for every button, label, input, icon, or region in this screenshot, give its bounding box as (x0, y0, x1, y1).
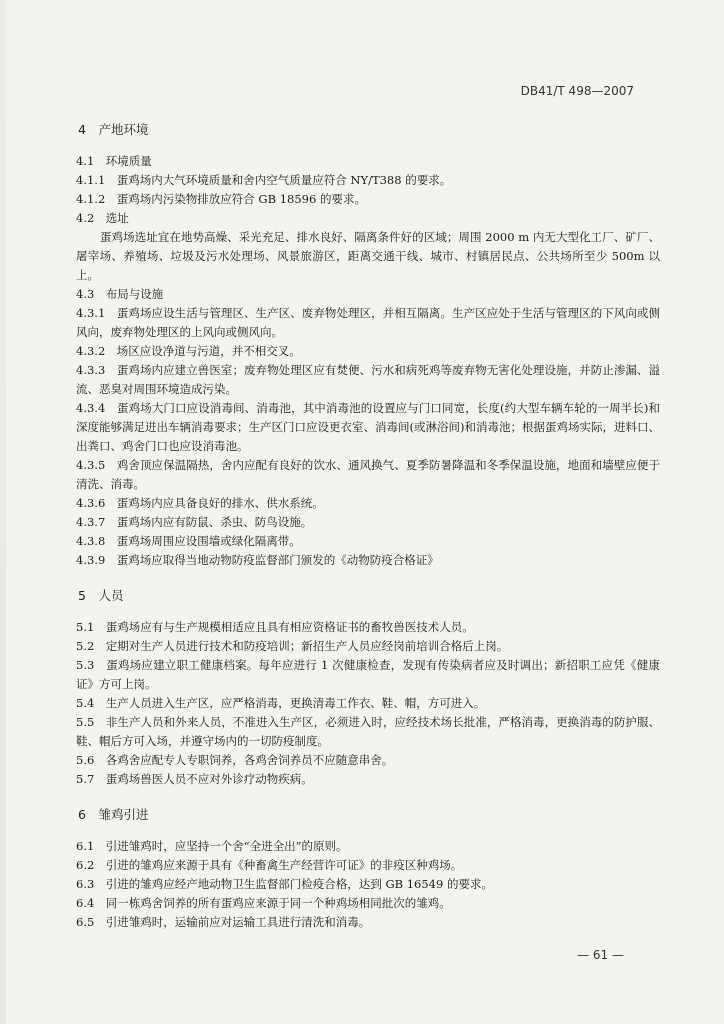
doc-number: DB41/T 498—2007 (520, 84, 634, 98)
paragraph: 6.3 引进的雏鸡应经产地动物卫生监督部门检疫合格，达到 GB 16549 的要求。 (76, 877, 493, 891)
paragraph: 4.3.2 场区应设净道与污道，并不相交叉。 (76, 344, 301, 358)
paragraph: 蛋鸡场选址宜在地势高燥、采光充足、排水良好、隔离条件好的区域；周围 2000 m 内无大型化工厂、矿厂、屠宰场、养殖场、垃圾及污水处理场、风景旅游区，距离交通干线、城市、村镇居民点、公共场所至少 500m 以上。 (76, 230, 660, 282)
paragraph: 4.1 环境质量 (76, 154, 152, 168)
paragraph: 6.5 引进雏鸡时，运输前应对运输工具进行清洗和消毒。 (76, 915, 371, 929)
paragraph: 5.6 各鸡舍应配专人专职饲养，各鸡舍饲养员不应随意串舍。 (76, 753, 394, 767)
paragraph: 4.3.6 蛋鸡场内应具备良好的排水、供水系统。 (76, 496, 324, 510)
paragraph: 4.3.5 鸡舍顶应保温隔热，舍内应配有良好的饮水、通风换气、夏季防暑降温和冬季保温设施，地面和墙壁应便于清洗、消毒。 (76, 458, 660, 491)
paragraph: 4.3.7 蛋鸡场内应有防鼠、杀虫、防鸟设施。 (76, 515, 313, 529)
paragraph: 4.3.4 蛋鸡场大门口应设消毒间、消毒池，其中消毒池的设置应与门口同宽，长度(约大型车辆车轮的一周半长)和深度能够满足进出车辆消毒要求；生产区门口应设更衣室、消毒间(或淋浴间)和消毒池；根据蛋鸡场实际，进料口、出粪口、鸡舍门口也应设消毒池。 (76, 401, 660, 453)
section-5-title: 5 人员 (78, 588, 124, 603)
paragraph: 4.3.3 蛋鸡场内应建立兽医室；废弃物处理区应有焚便、污水和病死鸡等废弃物无害化处理设施，并防止渗漏、溢流、恶臭对周围环境造成污染。 (76, 363, 660, 396)
section-6-title: 6 雏鸡引进 (78, 807, 149, 822)
paragraph: 4.3.1 蛋鸡场应设生活与管理区、生产区、废弃物处理区，并相互隔离。生产区应处于生活与管理区的下风向或侧风向，废弃物处理区的上风向或侧风向。 (76, 306, 660, 339)
paragraph: 4.1.2 蛋鸡场内污染物排放应符合 GB 18596 的要求。 (76, 192, 366, 206)
page-number: — 61 — (577, 948, 624, 962)
paragraph: 5.5 非生产人员和外来人员，不准进入生产区，必须进入时，应经技术场长批准，严格消毒，更换消毒的防护服、鞋、帽后方可入场，并遵守场内的一切防疫制度。 (76, 715, 660, 748)
scan-edge-shadow (0, 0, 6, 1024)
paragraph: 4.2 选址 (76, 211, 129, 225)
paragraph: 5.1 蛋鸡场应有与生产规模相适应且具有相应资格证书的畜牧兽医技术人员。 (76, 620, 474, 634)
paragraph: 4.3.8 蛋鸡场周围应设围墙或绿化隔离带。 (76, 534, 301, 548)
paragraph: 6.2 引进的雏鸡应来源于具有《种畜禽生产经营许可证》的非疫区种鸡场。 (76, 858, 463, 872)
paragraph: 6.4 同一栋鸡舍饲养的所有蛋鸡应来源于同一个种鸡场相同批次的雏鸡。 (76, 896, 451, 910)
document-body (76, 120, 660, 932)
paragraph: 5.2 定期对生产人员进行技术和防疫培训；新招生产人员应经岗前培训合格后上岗。 (76, 639, 509, 653)
paragraph: 4.1.1 蛋鸡场内大气环境质量和舍内空气质量应符合 NY/T388 的要求。 (76, 173, 452, 187)
paragraph: 4.3 布局与设施 (76, 287, 164, 301)
section-4-title: 4 产地环境 (78, 122, 149, 137)
paragraph: 5.3 蛋鸡场应建立职工健康档案。每年应进行 1 次健康检查，发现有传染病者应及时调出；新招职工应凭《健康证》方可上岗。 (76, 658, 660, 691)
paragraph: 4.3.9 蛋鸡场应取得当地动物防疫监督部门颁发的《动物防疫合格证》 (76, 553, 439, 567)
paragraph: 5.7 蛋鸡场兽医人员不应对外诊疗动物疾病。 (76, 772, 313, 786)
paragraph: 6.1 引进雏鸡时，应坚持一个舍“全进全出”的原则。 (76, 839, 348, 853)
paragraph: 5.4 生产人员进入生产区，应严格消毒，更换清毒工作衣、鞋、帽，方可进入。 (76, 696, 486, 710)
